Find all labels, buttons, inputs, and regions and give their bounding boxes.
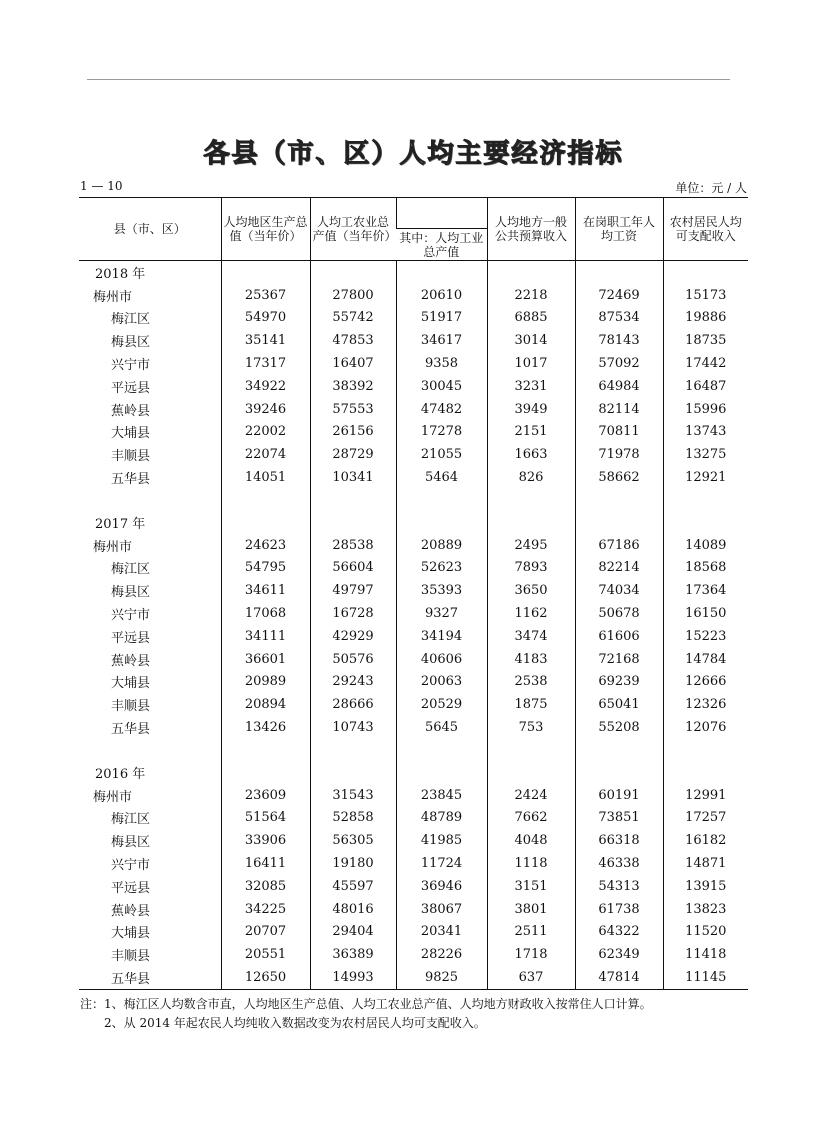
value-cell: 34225 (221, 898, 310, 921)
value-cell: 3949 (487, 398, 575, 421)
value-cell: 47482 (396, 398, 487, 421)
value-cell: 27800 (310, 284, 396, 307)
region-name: 五华县 (79, 966, 221, 989)
value-cell: 64984 (575, 375, 663, 398)
value-cell: 637 (487, 966, 575, 989)
table-row (79, 852, 748, 875)
year-row (79, 761, 748, 784)
value-cell: 19180 (310, 852, 396, 875)
table-row (79, 421, 748, 444)
region-name: 梅江区 (111, 812, 151, 828)
table-row (79, 307, 748, 330)
value-cell: 13743 (663, 421, 748, 444)
value-cell: 22002 (221, 421, 310, 444)
value-cell: 28729 (310, 443, 396, 466)
value-cell: 10341 (310, 466, 396, 489)
value-cell: 17278 (396, 421, 487, 444)
value-cell: 17364 (663, 579, 748, 602)
value-cell: 64322 (575, 921, 663, 944)
value-cell: 36389 (310, 943, 396, 966)
empty-cell (575, 511, 663, 534)
region-name: 丰顺县 (111, 699, 151, 715)
empty-cell (663, 261, 748, 284)
empty-cell (221, 739, 310, 761)
empty-cell (575, 489, 663, 511)
value-cell: 15223 (663, 625, 748, 648)
value-cell: 14089 (663, 534, 748, 557)
value-cell: 20889 (396, 534, 487, 557)
table-row (79, 898, 748, 921)
table-header (79, 198, 748, 261)
table-row (79, 443, 748, 466)
table-row (79, 466, 748, 489)
value-cell: 753 (487, 716, 575, 739)
table-row (79, 921, 748, 944)
value-cell: 41985 (396, 829, 487, 852)
value-cell: 57553 (310, 398, 396, 421)
region-name: 五华县 (111, 722, 151, 738)
value-cell: 29243 (310, 671, 396, 694)
value-cell: 2218 (487, 284, 575, 307)
header-region: 县（市、区） (79, 198, 221, 261)
spacer-row (79, 739, 748, 761)
region-name: 平远县 (111, 630, 151, 646)
value-cell: 18568 (663, 557, 748, 580)
value-cell: 20610 (396, 284, 487, 307)
value-cell: 2511 (487, 921, 575, 944)
table-row (79, 966, 748, 989)
value-cell: 55742 (310, 307, 396, 330)
value-cell: 34922 (221, 375, 310, 398)
value-cell: 22074 (221, 443, 310, 466)
value-cell: 47814 (575, 966, 663, 989)
value-cell: 34111 (221, 625, 310, 648)
value-cell: 2424 (487, 784, 575, 807)
value-cell: 7893 (487, 557, 575, 580)
value-cell: 11145 (663, 966, 748, 989)
region-name: 大埔县 (111, 426, 151, 442)
header-gdp-per-capita: 人均地区生产总值（当年价） (221, 198, 310, 261)
empty-cell (396, 739, 487, 761)
empty-cell (663, 761, 748, 784)
empty-cell (79, 739, 221, 761)
value-cell: 9825 (396, 966, 487, 989)
value-cell: 48016 (310, 898, 396, 921)
value-cell: 14993 (310, 966, 396, 989)
value-cell: 52623 (396, 557, 487, 580)
table-row (79, 829, 748, 852)
value-cell: 17442 (663, 352, 748, 375)
table-row (79, 329, 748, 352)
value-cell: 29404 (310, 921, 396, 944)
value-cell: 1162 (487, 602, 575, 625)
value-cell: 20341 (396, 921, 487, 944)
region-name: 兴宁市 (111, 608, 151, 624)
region-name: 蕉岭县 (111, 653, 151, 669)
value-cell: 12650 (221, 966, 310, 989)
value-cell: 28226 (396, 943, 487, 966)
empty-cell (575, 261, 663, 284)
year-label: 2016 年 (95, 766, 146, 782)
value-cell: 54795 (221, 557, 310, 580)
empty-cell (487, 489, 575, 511)
empty-cell (396, 261, 487, 284)
value-cell: 15996 (663, 398, 748, 421)
empty-cell (663, 739, 748, 761)
value-cell: 56604 (310, 557, 396, 580)
value-cell: 69239 (575, 671, 663, 694)
table-row (79, 602, 748, 625)
empty-cell (663, 489, 748, 511)
value-cell: 62349 (575, 943, 663, 966)
value-cell: 17317 (221, 352, 310, 375)
empty-cell (79, 489, 221, 511)
region-name: 蕉岭县 (111, 403, 151, 419)
value-cell: 20529 (396, 693, 487, 716)
table-row (79, 625, 748, 648)
value-cell: 5464 (396, 466, 487, 489)
empty-cell (396, 489, 487, 511)
value-cell: 36601 (221, 648, 310, 671)
value-cell: 34194 (396, 625, 487, 648)
value-cell: 28666 (310, 693, 396, 716)
value-cell: 34611 (221, 579, 310, 602)
header-budget-revenue: 人均地方一般公共预算收入 (487, 198, 575, 261)
empty-cell (221, 261, 310, 284)
value-cell: 58662 (575, 466, 663, 489)
region-name: 大埔县 (111, 676, 151, 692)
empty-cell (221, 489, 310, 511)
value-cell: 9358 (396, 352, 487, 375)
value-cell: 20707 (221, 921, 310, 944)
header-agri-industrial-output: 人均工农业总产值（当年价） (310, 198, 396, 261)
value-cell: 16411 (221, 852, 310, 875)
value-cell: 46338 (575, 852, 663, 875)
value-cell: 2538 (487, 671, 575, 694)
value-cell: 20551 (221, 943, 310, 966)
value-cell: 12076 (663, 716, 748, 739)
empty-cell (221, 511, 310, 534)
value-cell: 25367 (221, 284, 310, 307)
table-number: 1 — 10 (80, 179, 123, 193)
footnote-1: 注：1、梅江区人均数含市直，人均地区生产总值、人均工农业总产值、人均地方财政收入按常住人口计算。 (80, 997, 652, 1011)
value-cell: 47853 (310, 329, 396, 352)
value-cell: 11724 (396, 852, 487, 875)
value-cell: 74034 (575, 579, 663, 602)
value-cell: 12991 (663, 784, 748, 807)
table-row (79, 671, 748, 694)
empty-cell (575, 761, 663, 784)
region-name: 蕉岭县 (111, 903, 151, 919)
table-row (79, 375, 748, 398)
value-cell: 42929 (310, 625, 396, 648)
value-cell: 3801 (487, 898, 575, 921)
page-title: 各县（市、区）人均主要经济指标 (203, 139, 624, 169)
value-cell: 66318 (575, 829, 663, 852)
value-cell: 826 (487, 466, 575, 489)
year-row (79, 511, 748, 534)
value-cell: 23609 (221, 784, 310, 807)
table-row (79, 807, 748, 830)
empty-cell (221, 761, 310, 784)
empty-cell (487, 739, 575, 761)
footnote-2: 2、从 2014 年起农民人均纯收入数据改变为农村居民人均可支配收入。 (104, 1016, 486, 1030)
year-label: 2018 年 (95, 266, 146, 282)
empty-cell (310, 261, 396, 284)
value-cell: 16407 (310, 352, 396, 375)
value-cell: 65041 (575, 693, 663, 716)
value-cell: 49797 (310, 579, 396, 602)
footnotes (80, 995, 652, 1033)
value-cell: 14871 (663, 852, 748, 875)
value-cell: 15173 (663, 284, 748, 307)
empty-cell (396, 761, 487, 784)
value-cell: 60191 (575, 784, 663, 807)
value-cell: 1017 (487, 352, 575, 375)
value-cell: 14051 (221, 466, 310, 489)
value-cell: 16150 (663, 602, 748, 625)
empty-cell (575, 739, 663, 761)
value-cell: 72168 (575, 648, 663, 671)
value-cell: 16487 (663, 375, 748, 398)
value-cell: 48789 (396, 807, 487, 830)
value-cell: 87534 (575, 307, 663, 330)
value-cell: 54970 (221, 307, 310, 330)
value-cell: 23845 (396, 784, 487, 807)
value-cell: 50576 (310, 648, 396, 671)
region-name: 梅州市 (93, 789, 133, 805)
region-name: 梅江区 (111, 562, 151, 578)
table-row (79, 557, 748, 580)
value-cell: 19886 (663, 307, 748, 330)
value-cell: 3231 (487, 375, 575, 398)
header-blank-group (396, 198, 487, 229)
value-cell: 11418 (663, 943, 748, 966)
value-cell: 54313 (575, 875, 663, 898)
value-cell: 16728 (310, 602, 396, 625)
region-name: 梅江区 (111, 312, 151, 328)
table-body (79, 261, 748, 990)
value-cell: 1663 (487, 443, 575, 466)
value-cell: 13915 (663, 875, 748, 898)
top-rule (87, 79, 730, 80)
region-name: 大埔县 (111, 926, 151, 942)
value-cell: 1875 (487, 693, 575, 716)
value-cell: 72469 (575, 284, 663, 307)
value-cell: 12326 (663, 693, 748, 716)
value-cell: 71978 (575, 443, 663, 466)
value-cell: 55208 (575, 716, 663, 739)
region-name: 五华县 (111, 472, 151, 488)
spacer-row (79, 489, 748, 511)
value-cell: 17068 (221, 602, 310, 625)
value-cell: 61738 (575, 898, 663, 921)
table-row (79, 875, 748, 898)
value-cell: 56305 (310, 829, 396, 852)
value-cell: 34617 (396, 329, 487, 352)
value-cell: 1118 (487, 852, 575, 875)
region-name: 梅县区 (111, 835, 151, 851)
region-name: 兴宁市 (111, 858, 151, 874)
header-rural-income: 农村居民人均可支配收入 (663, 198, 748, 261)
value-cell: 12921 (663, 466, 748, 489)
value-cell: 78143 (575, 329, 663, 352)
empty-cell (487, 761, 575, 784)
empty-cell (663, 511, 748, 534)
value-cell: 11520 (663, 921, 748, 944)
table-row (79, 398, 748, 421)
region-name: 平远县 (111, 380, 151, 396)
value-cell: 35141 (221, 329, 310, 352)
value-cell: 2495 (487, 534, 575, 557)
value-cell: 28538 (310, 534, 396, 557)
value-cell: 52858 (310, 807, 396, 830)
region-name: 丰顺县 (111, 949, 151, 965)
value-cell: 7662 (487, 807, 575, 830)
value-cell: 30045 (396, 375, 487, 398)
value-cell: 51564 (221, 807, 310, 830)
value-cell: 20894 (221, 693, 310, 716)
value-cell: 35393 (396, 579, 487, 602)
value-cell: 10743 (310, 716, 396, 739)
table-row (79, 284, 748, 307)
value-cell: 3014 (487, 329, 575, 352)
value-cell: 1718 (487, 943, 575, 966)
region-name: 平远县 (111, 880, 151, 896)
value-cell: 33906 (221, 829, 310, 852)
value-cell: 3151 (487, 875, 575, 898)
value-cell: 26156 (310, 421, 396, 444)
value-cell: 12666 (663, 671, 748, 694)
empty-cell (310, 511, 396, 534)
empty-cell (396, 511, 487, 534)
value-cell: 3650 (487, 579, 575, 602)
value-cell: 6885 (487, 307, 575, 330)
empty-cell (487, 511, 575, 534)
table-row (79, 784, 748, 807)
value-cell: 32085 (221, 875, 310, 898)
value-cell: 50678 (575, 602, 663, 625)
value-cell: 82114 (575, 398, 663, 421)
table-row (79, 943, 748, 966)
region-name: 梅县区 (111, 335, 151, 351)
value-cell: 13426 (221, 716, 310, 739)
value-cell: 14784 (663, 648, 748, 671)
value-cell: 38067 (396, 898, 487, 921)
value-cell: 24623 (221, 534, 310, 557)
region-name: 丰顺县 (111, 449, 151, 465)
table-row (79, 693, 748, 716)
value-cell: 61606 (575, 625, 663, 648)
economic-indicators-table (79, 197, 748, 990)
region-name: 梅州市 (93, 539, 133, 555)
table-row (79, 534, 748, 557)
unit-label: 单位：元 / 人 (675, 181, 747, 195)
year-label: 2017 年 (95, 516, 146, 532)
region-name: 梅州市 (93, 289, 133, 305)
value-cell: 67186 (575, 534, 663, 557)
value-cell: 40606 (396, 648, 487, 671)
value-cell: 70811 (575, 421, 663, 444)
value-cell: 16182 (663, 829, 748, 852)
table-row (79, 352, 748, 375)
value-cell: 13823 (663, 898, 748, 921)
value-cell: 3474 (487, 625, 575, 648)
value-cell: 17257 (663, 807, 748, 830)
value-cell: 13275 (663, 443, 748, 466)
value-cell: 39246 (221, 398, 310, 421)
region-name: 梅县区 (111, 585, 151, 601)
value-cell: 20989 (221, 671, 310, 694)
value-cell: 73851 (575, 807, 663, 830)
year-row (79, 261, 748, 284)
value-cell: 18735 (663, 329, 748, 352)
value-cell: 45597 (310, 875, 396, 898)
table-row (79, 716, 748, 739)
value-cell: 82214 (575, 557, 663, 580)
region-name: 兴宁市 (111, 358, 151, 374)
value-cell: 57092 (575, 352, 663, 375)
value-cell: 9327 (396, 602, 487, 625)
table-row (79, 579, 748, 602)
value-cell: 36946 (396, 875, 487, 898)
empty-cell (310, 739, 396, 761)
empty-cell (487, 261, 575, 284)
value-cell: 20063 (396, 671, 487, 694)
empty-cell (310, 489, 396, 511)
value-cell: 38392 (310, 375, 396, 398)
value-cell: 21055 (396, 443, 487, 466)
value-cell: 31543 (310, 784, 396, 807)
value-cell: 4048 (487, 829, 575, 852)
value-cell: 5645 (396, 716, 487, 739)
header-average-wage: 在岗职工年人均工资 (575, 198, 663, 261)
value-cell: 4183 (487, 648, 575, 671)
header-industrial-output: 其中：人均工业总产值 (396, 229, 487, 261)
value-cell: 51917 (396, 307, 487, 330)
table-row (79, 648, 748, 671)
value-cell: 2151 (487, 421, 575, 444)
empty-cell (310, 761, 396, 784)
